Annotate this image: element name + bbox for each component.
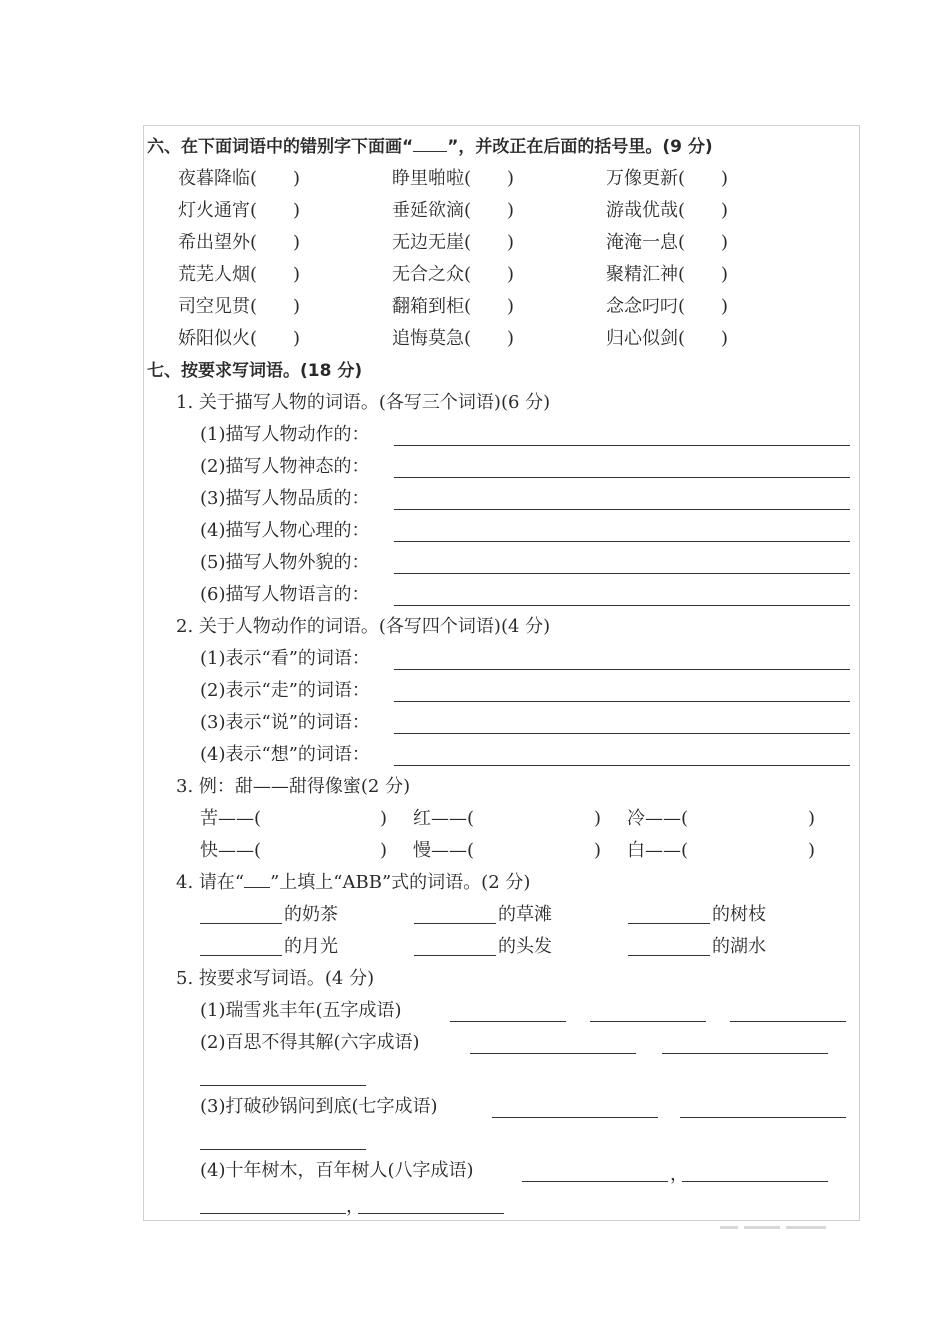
section-7-title: 七、按要求写词语。(18 分)	[147, 361, 363, 381]
q4-blank-2[interactable]	[414, 923, 496, 924]
item-6-2-2: 垂延欲滴( )	[392, 200, 515, 221]
section-6-title: 六、在下面词语中的错别字下面画“ ”，并改正在后面的括号里。(9 分)	[147, 137, 713, 157]
q4-word-2: 的草滩	[498, 904, 552, 925]
q1-item-1-answer-line[interactable]	[394, 445, 850, 446]
q1-item-3-label: (3)描写人物品质的：	[200, 488, 370, 509]
q5-item-1-blank-1[interactable]	[450, 1021, 566, 1022]
q2-item-3-answer-line[interactable]	[394, 733, 850, 734]
q5-item-4-comma-1: ，	[670, 1164, 688, 1185]
q4-word-6: 的湖水	[712, 936, 766, 957]
q5-item-4-blank-2[interactable]	[682, 1181, 828, 1182]
q5-item-2-label: (2)百思不得其解(六字成语)	[200, 1032, 420, 1053]
q5-item-4-comma-2: ，	[346, 1196, 364, 1217]
item-6-5-2: 翻箱到柜( )	[392, 296, 515, 317]
item-6-6-2: 追悔莫急( )	[392, 328, 515, 349]
q4-blank-5[interactable]	[414, 955, 496, 956]
watermark-smudge	[720, 1214, 840, 1220]
q1-title: 1. 关于描写人物的词语。(各写三个词语)(6 分)	[176, 392, 551, 413]
q2-item-2-answer-line[interactable]	[394, 701, 850, 702]
q4-word-4: 的月光	[284, 936, 338, 957]
q4-blank-6[interactable]	[628, 955, 710, 956]
item-6-3-2: 无边无崖( )	[392, 232, 515, 253]
q2-title: 2. 关于人物动作的词语。(各写四个词语)(4 分)	[176, 616, 551, 637]
item-6-1-1: 夜暮降临( )	[178, 168, 301, 189]
item-6-4-3: 聚精汇神( )	[606, 264, 729, 285]
q2-item-2-label: (2)表示“走”的词语：	[200, 680, 370, 701]
item-6-4-2: 无合之众( )	[392, 264, 515, 285]
item-6-6-1: 娇阳似火( )	[178, 328, 301, 349]
q3-row1-close1: )	[380, 808, 388, 829]
q4-word-3: 的树枝	[712, 904, 766, 925]
q3-row2-word1: 快——(	[200, 840, 262, 861]
q1-item-2-answer-line[interactable]	[394, 477, 850, 478]
q4-blank-1[interactable]	[200, 923, 282, 924]
q3-row1-word3: 冷——(	[627, 808, 689, 829]
q5-item-1-blank-3[interactable]	[730, 1021, 846, 1022]
q1-item-2-label: (2)描写人物神态的：	[200, 456, 370, 477]
item-6-6-3: 归心似剑( )	[606, 328, 729, 349]
item-6-5-3: 念念叼叼( )	[606, 296, 729, 317]
q2-item-1-label: (1)表示“看”的词语：	[200, 648, 370, 669]
q5-item-2-blank-2[interactable]	[662, 1053, 828, 1054]
q2-item-3-label: (3)表示“说”的词语：	[200, 712, 370, 733]
q4-word-5: 的头发	[498, 936, 552, 957]
q4-blank-4[interactable]	[200, 955, 282, 956]
q2-item-4-answer-line[interactable]	[394, 765, 850, 766]
q3-row2-close1: )	[380, 840, 388, 861]
q5-item-4-blank-4[interactable]	[358, 1213, 504, 1214]
q2-item-4-label: (4)表示“想”的词语：	[200, 744, 370, 765]
q4-word-1: 的奶茶	[284, 904, 338, 925]
q5-item-3-blank-1[interactable]	[492, 1117, 658, 1118]
q1-item-5-answer-line[interactable]	[394, 573, 850, 574]
q1-item-4-answer-line[interactable]	[394, 541, 850, 542]
q3-row2-word2: 慢——(	[413, 840, 475, 861]
q1-item-6-label: (6)描写人物语言的：	[200, 584, 370, 605]
q5-title: 5. 按要求写词语。(4 分)	[176, 968, 375, 989]
blank-mark-sample	[244, 873, 270, 888]
item-6-5-1: 司空见贯( )	[178, 296, 301, 317]
q3-row2-close2: )	[594, 840, 602, 861]
q1-item-4-label: (4)描写人物心理的：	[200, 520, 370, 541]
q4-blank-3[interactable]	[628, 923, 710, 924]
q5-item-3-blank-3[interactable]	[200, 1149, 366, 1150]
q3-row2-close3: )	[808, 840, 816, 861]
item-6-3-3: 淹淹一息( )	[606, 232, 729, 253]
item-6-4-1: 荒芜人烟( )	[178, 264, 301, 285]
q3-row1-close3: )	[808, 808, 816, 829]
q5-item-1-blank-2[interactable]	[590, 1021, 706, 1022]
q3-title: 3. 例：甜——甜得像蜜(2 分)	[176, 776, 411, 797]
q1-item-6-answer-line[interactable]	[394, 605, 850, 606]
q3-row1-word2: 红——(	[413, 808, 475, 829]
q1-item-5-label: (5)描写人物外貌的：	[200, 552, 370, 573]
q3-row1-close2: )	[594, 808, 602, 829]
underline-mark-sample	[413, 137, 447, 152]
item-6-3-1: 希出望外( )	[178, 232, 301, 253]
item-6-2-3: 游哉优哉( )	[606, 200, 729, 221]
q5-item-3-blank-2[interactable]	[680, 1117, 846, 1118]
item-6-2-1: 灯火通宵( )	[178, 200, 301, 221]
q2-item-1-answer-line[interactable]	[394, 669, 850, 670]
q3-row2-word3: 白——(	[627, 840, 689, 861]
q5-item-1-label: (1)瑞雪兆丰年(五字成语)	[200, 1000, 402, 1021]
worksheet-page	[143, 125, 860, 1221]
q1-item-3-answer-line[interactable]	[394, 509, 850, 510]
q5-item-4-blank-1[interactable]	[522, 1181, 668, 1182]
q5-item-4-label: (4)十年树木，百年树人(八字成语)	[200, 1160, 474, 1181]
q5-item-3-label: (3)打破砂锅问到底(七字成语)	[200, 1096, 438, 1117]
q5-item-4-blank-3[interactable]	[200, 1213, 346, 1214]
q5-item-2-blank-3[interactable]	[200, 1085, 366, 1086]
q4-title: 4. 请在“ ”上填上“ABB”式的词语。(2 分)	[176, 872, 531, 893]
item-6-1-2: 睁里啪啦( )	[392, 168, 515, 189]
q5-item-2-blank-1[interactable]	[470, 1053, 636, 1054]
q1-item-1-label: (1)描写人物动作的：	[200, 424, 370, 445]
item-6-1-3: 万像更新( )	[606, 168, 729, 189]
q3-row1-word1: 苦——(	[200, 808, 262, 829]
